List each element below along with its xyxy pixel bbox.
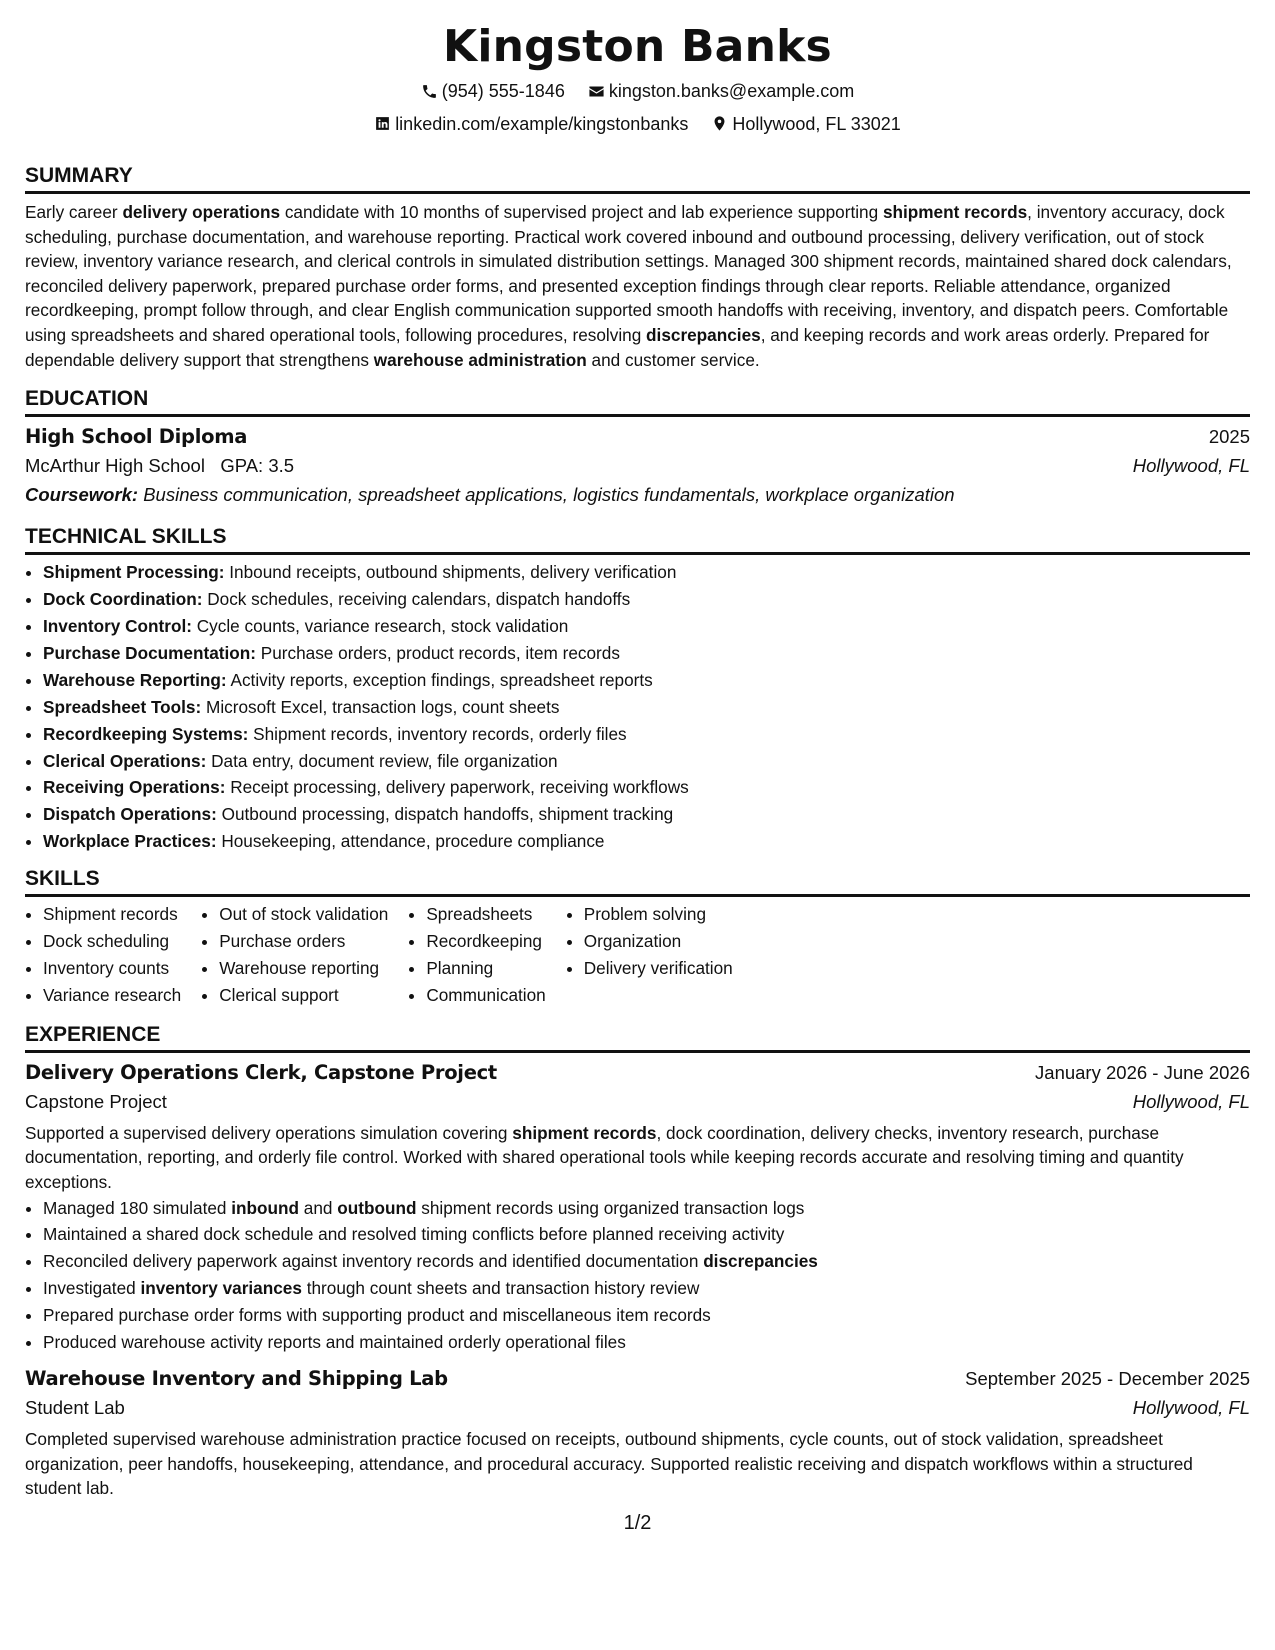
job-location: Hollywood, FL xyxy=(1132,1090,1250,1112)
emphasis-text: shipment records xyxy=(882,202,1028,222)
location-text: Hollywood, FL 33021 xyxy=(732,113,901,134)
skill-details: Outbound processing, dispatch handoffs, shipment tracking xyxy=(216,804,674,825)
job-organization: Student Lab xyxy=(25,1396,125,1418)
skill-item: • Communication xyxy=(426,982,545,1009)
skill-item: • Warehouse reporting xyxy=(219,955,388,982)
summary-text xyxy=(25,200,1250,372)
skills-columns xyxy=(25,901,1250,1009)
body-text: Produced warehouse activity reports and maintained orderly operational files xyxy=(43,1332,626,1353)
technical-skills-list xyxy=(25,559,1250,855)
job-dates: January 2026 - June 2026 xyxy=(1035,1061,1250,1083)
skill-category: Inventory Control: xyxy=(43,615,192,636)
skill-category: Spreadsheet Tools: xyxy=(43,696,202,717)
skill-item: • Recordkeeping xyxy=(426,928,545,955)
education-section xyxy=(25,385,1250,509)
linkedin-link[interactable]: linkedin.com/example/kingstonbanks xyxy=(395,113,689,134)
skill-details: Cycle counts, variance research, stock validation xyxy=(191,615,569,636)
body-text: Managed 180 simulated xyxy=(43,1197,232,1218)
skill-details: Receipt processing, delivery paperwork, receiving workflows xyxy=(225,777,689,798)
skill-details: Data entry, document review, file organization xyxy=(206,750,558,771)
location-contact xyxy=(711,109,900,139)
body-text: and xyxy=(299,1197,338,1218)
skill-category: Shipment Processing: xyxy=(43,562,225,583)
job-title: Warehouse Inventory and Shipping Lab xyxy=(25,1366,448,1390)
body-text: , inventory accuracy, dock scheduling, purchase documentation, and warehouse reporting. Practical work covered inbound and outbound processing, delivery verification, out of stock review, inventory variance research, and clerical controls in simulated distribution settings. Managed 300 shipment records, maintained shared dock calendars, reconciled delivery paperwork, prepared purchase order forms, and presented exception findings through clear reports. Reliable attendance, organized recordkeeping, prompt follow through, and clear English communication supported smooth handoffs with receiving, inventory, and dispatch peers. Comfortable using spreadsheets and shared operational tools, following procedures, resolving xyxy=(25,202,1232,345)
coursework-label: Coursework: xyxy=(25,484,139,506)
skill-category: Workplace Practices: xyxy=(43,831,217,852)
skill-item: • Variance research xyxy=(43,982,181,1009)
technical-skill-item xyxy=(43,559,1250,586)
body-text: Reconciled delivery paperwork against inventory records and identified documentation xyxy=(43,1251,704,1272)
skills-section xyxy=(25,865,1250,1009)
job-header-row xyxy=(25,1364,1250,1393)
skill-item: • Planning xyxy=(426,955,545,982)
skills-column xyxy=(201,901,388,1009)
technical-skill-item xyxy=(43,774,1250,801)
body-text: Prepared purchase order forms with supporting product and miscellaneous item records xyxy=(43,1305,711,1326)
job-header-row xyxy=(25,1058,1250,1087)
body-text: , and keeping records and work areas orderly. Prepared for dependable delivery support that strengthens xyxy=(25,324,1210,370)
emphasis-text: warehouse administration xyxy=(373,349,587,370)
job-bullet xyxy=(43,1248,1250,1275)
skill-item: • Shipment records xyxy=(43,901,181,928)
contact-line-2 xyxy=(25,109,1250,142)
summary-section xyxy=(25,162,1250,372)
body-text: Early career xyxy=(25,202,123,222)
skills-column xyxy=(25,901,181,1009)
job-bullet xyxy=(43,1329,1250,1356)
job-description xyxy=(25,1427,1250,1501)
skill-category: Receiving Operations: xyxy=(43,777,226,798)
job-org-row xyxy=(25,1087,1250,1117)
job-bullets xyxy=(25,1195,1250,1356)
job-description xyxy=(25,1121,1250,1195)
candidate-name: Kingston Banks xyxy=(443,21,832,72)
experience-heading: EXPERIENCE xyxy=(25,1021,1250,1053)
coursework-line xyxy=(25,480,1250,509)
job-org-row xyxy=(25,1393,1250,1423)
phone-icon xyxy=(421,83,438,100)
body-text: shipment records using organized transaction logs xyxy=(416,1197,805,1218)
emphasis-text: outbound xyxy=(337,1197,417,1218)
education-row-1 xyxy=(25,422,1250,451)
job-bullet xyxy=(43,1275,1250,1302)
summary-heading: SUMMARY xyxy=(25,162,1250,194)
school-location: Hollywood, FL xyxy=(1132,455,1250,477)
job-location: Hollywood, FL xyxy=(1132,1396,1250,1418)
emphasis-text: inbound xyxy=(231,1197,300,1218)
skill-details: Dock schedules, receiving calendars, dispatch handoffs xyxy=(202,589,631,610)
education-heading: EDUCATION xyxy=(25,385,1250,417)
email-link[interactable]: kingston.banks@example.com xyxy=(608,81,855,101)
skill-item: • Problem solving xyxy=(584,901,733,928)
skill-category: Warehouse Reporting: xyxy=(43,669,227,690)
gpa: GPA: 3.5 xyxy=(220,455,295,477)
emphasis-text: delivery operations xyxy=(122,202,281,222)
skill-details: Shipment records, inventory records, orderly files xyxy=(248,723,627,744)
email-contact[interactable] xyxy=(588,76,854,106)
technical-skill-item xyxy=(43,640,1250,667)
coursework-list: Business communication, spreadsheet applications, logistics fundamentals, workplace organization xyxy=(143,484,955,506)
body-text: Supported a supervised delivery operations simulation covering xyxy=(25,1122,513,1143)
technical-skill-item xyxy=(43,828,1250,855)
envelope-icon xyxy=(588,83,605,100)
technical-skill-item xyxy=(43,694,1250,721)
skill-category: Dock Coordination: xyxy=(43,589,203,610)
skill-details: Purchase orders, product records, item records xyxy=(255,642,620,663)
emphasis-text: discrepancies xyxy=(703,1251,818,1272)
technical-skill-item xyxy=(43,748,1250,775)
phone-text: (954) 555-1846 xyxy=(441,81,565,101)
body-text: candidate with 10 months of supervised project and lab experience supporting xyxy=(280,202,883,222)
skill-item: • Organization xyxy=(584,928,733,955)
experience-entry xyxy=(25,1364,1250,1501)
job-title: Delivery Operations Clerk, Capstone Project xyxy=(25,1060,497,1084)
skill-category: Clerical Operations: xyxy=(43,750,207,771)
job-bullet xyxy=(43,1195,1250,1222)
body-text: Investigated xyxy=(43,1278,141,1299)
skill-category: Dispatch Operations: xyxy=(43,804,217,825)
skill-item: • Spreadsheets xyxy=(426,901,545,928)
contact-line-1 xyxy=(25,76,1250,109)
degree: High School Diploma xyxy=(25,425,248,449)
emphasis-text: discrepancies xyxy=(646,324,761,345)
skills-column xyxy=(408,901,545,1009)
skill-category: Recordkeeping Systems: xyxy=(43,723,249,744)
map-pin-icon xyxy=(711,115,728,132)
technical-skill-item xyxy=(43,586,1250,613)
skill-item: • Delivery verification xyxy=(584,955,733,982)
skills-heading: SKILLS xyxy=(25,865,1250,897)
skill-category: Purchase Documentation: xyxy=(43,642,256,663)
skill-details: Housekeeping, attendance, procedure compliance xyxy=(216,831,605,852)
graduation-year: 2025 xyxy=(1208,426,1250,448)
emphasis-text: shipment records xyxy=(512,1122,657,1143)
experience-entry xyxy=(25,1058,1250,1356)
skill-item: • Dock scheduling xyxy=(43,928,181,955)
experience-section xyxy=(25,1021,1250,1501)
skills-column xyxy=(566,901,733,1009)
body-text: , dock coordination, delivery checks, inventory research, purchase documentation, reporting, and orderly file control. Worked with shared operational tools while keeping records accurate and resolving timing and quantity exceptions. xyxy=(25,1122,1184,1192)
job-dates: September 2025 - December 2025 xyxy=(965,1367,1250,1389)
skill-details: Inbound receipts, outbound shipments, delivery verification xyxy=(224,562,677,583)
technical-skill-item xyxy=(43,667,1250,694)
skill-item: • Inventory counts xyxy=(43,955,181,982)
emphasis-text: inventory variances xyxy=(140,1278,302,1299)
skill-item: • Purchase orders xyxy=(219,928,388,955)
job-bullet xyxy=(43,1221,1250,1248)
technical-skills-heading: TECHNICAL SKILLS xyxy=(25,523,1250,555)
body-text: Completed supervised warehouse administration practice focused on receipts, outbound shipments, cycle counts, out of stock validation, spreadsheet organization, peer handoffs, housekeeping, attendance, and procedural accuracy. Supported realistic receiving and dispatch workflows within a structured student lab. xyxy=(25,1428,1193,1499)
job-organization: Capstone Project xyxy=(25,1090,167,1112)
technical-skill-item xyxy=(43,801,1250,828)
linkedin-icon xyxy=(374,115,391,132)
education-row-2 xyxy=(25,451,1250,480)
technical-skill-item xyxy=(43,613,1250,640)
experience-entries xyxy=(25,1058,1250,1501)
school-name: McArthur High School xyxy=(25,455,205,477)
skill-details: Microsoft Excel, transaction logs, count sheets xyxy=(201,696,560,717)
resume-page xyxy=(25,18,1250,1501)
skill-item: • Clerical support xyxy=(219,982,388,1009)
body-text: and customer service. xyxy=(586,349,760,370)
linkedin-contact[interactable] xyxy=(374,109,688,139)
job-bullet xyxy=(43,1302,1250,1329)
technical-skills-section xyxy=(25,523,1250,855)
phone-contact xyxy=(421,76,565,106)
body-text: through count sheets and transaction history review xyxy=(301,1278,700,1299)
skill-details: Activity reports, exception findings, spreadsheet reports xyxy=(226,669,653,690)
school-line xyxy=(25,451,294,480)
skill-item: • Out of stock validation xyxy=(219,901,388,928)
body-text: Maintained a shared dock schedule and resolved timing conflicts before planned receiving activity xyxy=(43,1224,785,1245)
page-number: 1/2 xyxy=(623,1512,652,1534)
technical-skill-item xyxy=(43,721,1250,748)
